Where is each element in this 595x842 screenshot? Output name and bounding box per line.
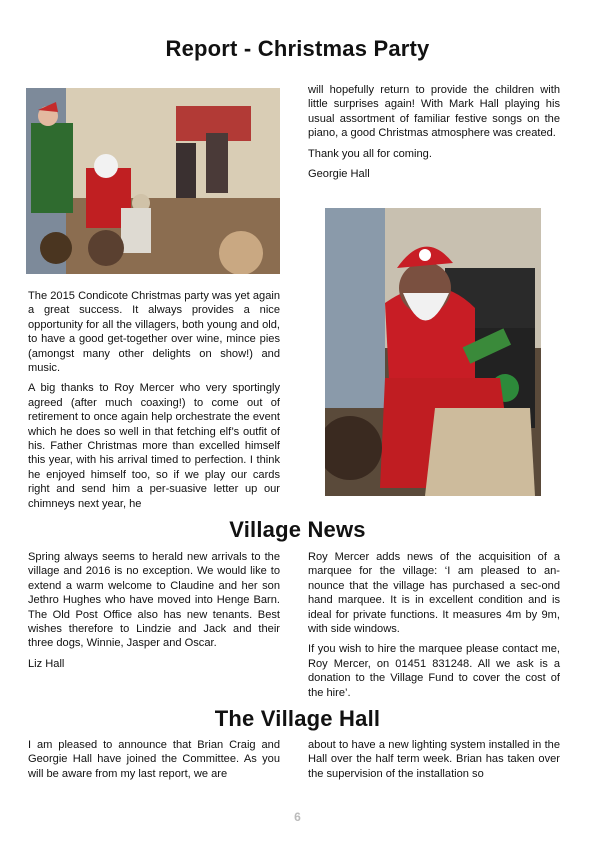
christmas-party-signature: Georgie Hall	[308, 168, 370, 181]
page-number: 6	[294, 810, 301, 824]
christmas-party-paragraph: will hopefully return to provide the children with little surprises again! With Mark Hall playing his usual assortment of familiar festive songs on the piano, a good Christmas atmosphere was created.	[308, 84, 560, 140]
christmas-party-group-photo	[26, 88, 280, 274]
village-hall-paragraph: I am pleased to announce that Brian Craig and Georgie Hall have joined the Committee. As you will be aware from my last report, we are	[28, 739, 280, 780]
christmas-party-right-column	[308, 83, 560, 187]
christmas-party-paragraph: The 2015 Condicote Christmas party was yet again a great success. It always provides a nice opportunity for all the villagers, both young and old, to have a good get-together over wine, mince pies (amongst many other delights on show!) and music.	[28, 290, 280, 375]
village-news-paragraph: If you wish to hire the marquee please contact me, Roy Mercer, on 01451 831248. All we ask is a donation to the Village Fund to cover the cost of the hire’.	[308, 643, 560, 699]
village-news-left-column	[28, 550, 280, 677]
village-hall-right-column	[308, 738, 560, 787]
village-news-paragraph: Spring always seems to herald new arrivals to the village and 2016 is no exception. We would like to extend a warm welcome to Claudine and her son Jethro Hughes who have moved into Henge Barn. The Old Post Office also has new tenants. Best wishes therefore to Lindzie and Jack and their three dogs, Winnie, Jasper and Oscar.	[28, 551, 280, 650]
village-hall-heading: The Village Hall	[214, 706, 381, 731]
father-christmas-photo	[325, 208, 541, 496]
village-news-signature: Liz Hall	[28, 657, 65, 670]
report-christmas-party-heading: Report - Christmas Party	[165, 36, 430, 61]
village-news-paragraph: Roy Mercer adds news of the acquisition of a marquee for the village: ‘I am pleased to an-nounce that the village has purchased a sec-ond hand marquee. It is in excellent condition and is ideal for private functions. It measures 4m by 9m, with side windows.	[308, 551, 560, 636]
christmas-party-left-column	[28, 289, 280, 517]
village-news-heading: Village News	[229, 517, 366, 542]
village-news-right-column	[308, 550, 560, 706]
village-hall-left-column	[28, 738, 280, 787]
village-hall-paragraph: about to have a new lighting system installed in the Hall over the half term week. Brian has taken over the supervision of the installation so	[308, 739, 560, 780]
christmas-party-paragraph: A big thanks to Roy Mercer who very sportingly agreed (after much coaxing!) to come out of retirement to once again help orchestrate the event which he does so well in that fetching elf’s outfit of his. Father Christmas more than excelled himself this year, with his arrival timed to perfection. I think he enjoyed himself too, so if we play our cards right and send him a per-suasive letter up our chimneys next year, he	[28, 382, 280, 510]
christmas-party-paragraph: Thank you all for coming.	[308, 147, 432, 160]
